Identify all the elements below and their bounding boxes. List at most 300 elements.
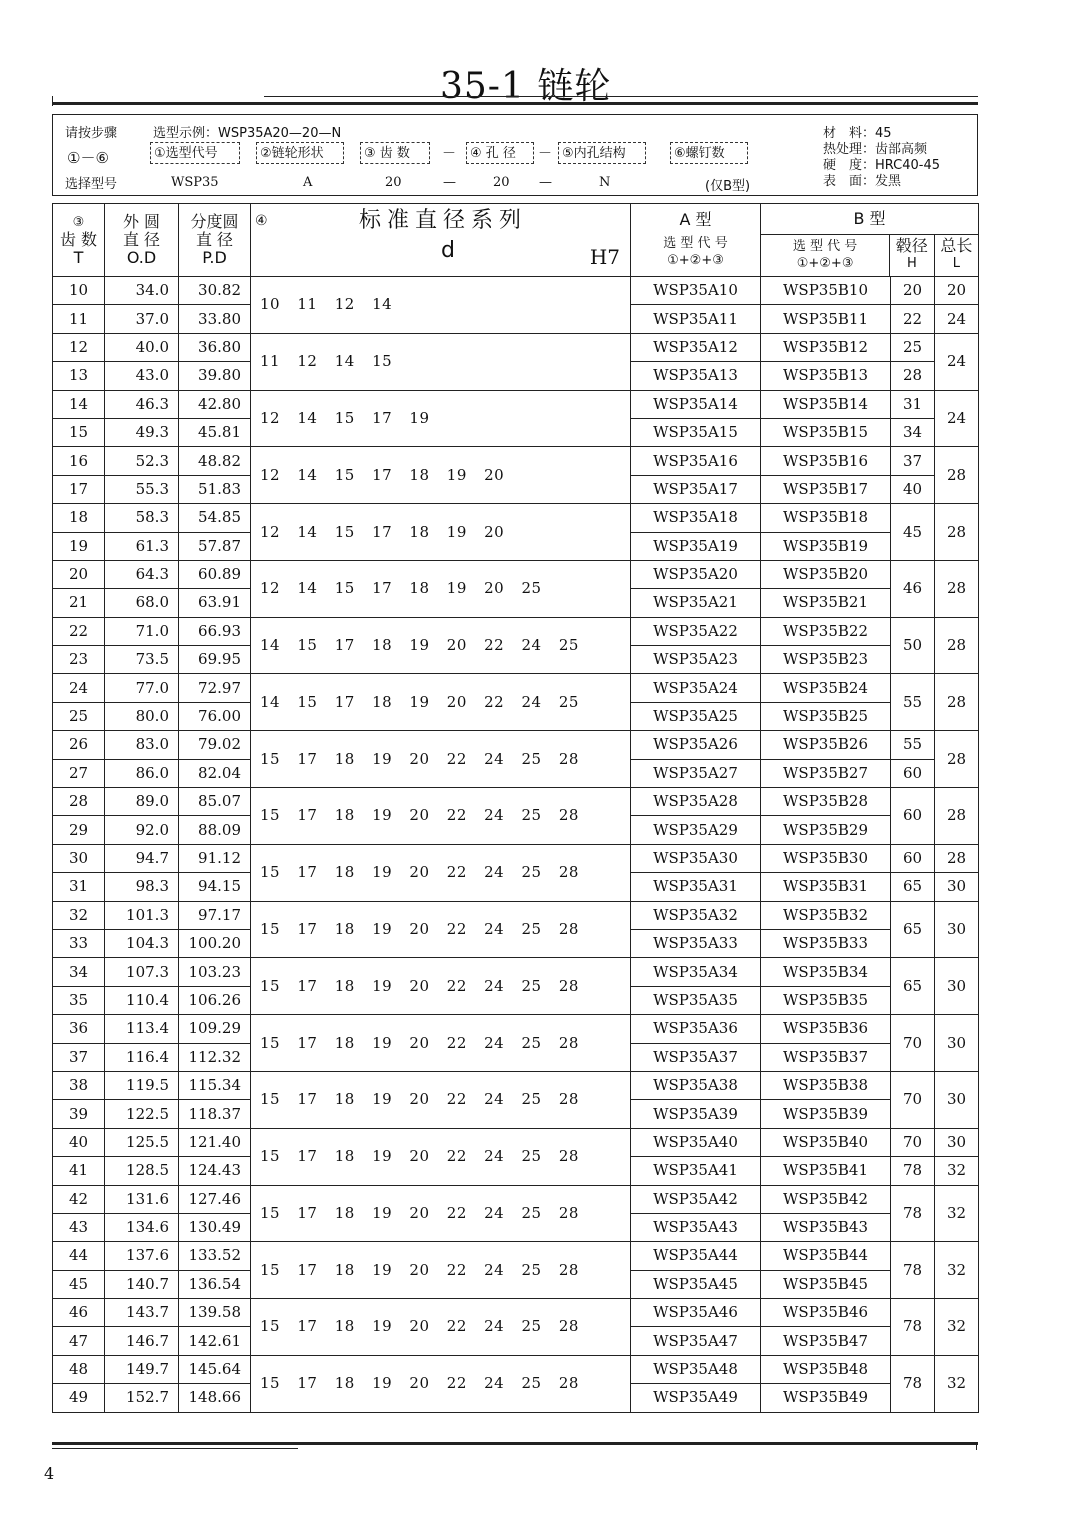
cell-a-type-code: WSP35A25 <box>631 702 761 730</box>
cell-b-type-code: WSP35B19 <box>761 532 891 560</box>
cell-hub-diameter: 60 <box>891 788 935 845</box>
cell-b-type-code: WSP35B39 <box>761 1100 891 1128</box>
cell-b-type-code: WSP35B10 <box>761 277 891 305</box>
cell-a-type-code: WSP35A20 <box>631 560 761 588</box>
cell-outer-diameter: 77.0 <box>105 674 179 702</box>
footer-rule-thick <box>52 1442 978 1445</box>
cell-a-type-code: WSP35A48 <box>631 1355 761 1383</box>
cell-teeth: 40 <box>53 1128 105 1156</box>
footer-rule-thin <box>52 1448 298 1449</box>
cell-hub-diameter: 50 <box>891 617 935 674</box>
cell-a-type-code: WSP35A10 <box>631 277 761 305</box>
footer-rule-tick <box>976 1442 977 1450</box>
cell-hub-diameter: 78 <box>891 1185 935 1242</box>
cell-b-type-code: WSP35B26 <box>761 731 891 759</box>
cell-pitch-diameter: 66.93 <box>179 617 251 645</box>
cell-pitch-diameter: 45.81 <box>179 418 251 446</box>
value-code: WSP35 <box>171 175 219 190</box>
cell-pitch-diameter: 79.02 <box>179 731 251 759</box>
cell-hub-diameter: 45 <box>891 504 935 561</box>
cell-b-type-code: WSP35B30 <box>761 844 891 872</box>
table-row <box>53 1299 979 1327</box>
cell-bore-series: 14 15 17 18 19 20 22 24 25 <box>251 674 631 731</box>
cell-total-length: 28 <box>935 844 979 872</box>
cell-outer-diameter: 137.6 <box>105 1242 179 1270</box>
cell-pitch-diameter: 103.23 <box>179 958 251 986</box>
cell-a-type-code: WSP35A24 <box>631 674 761 702</box>
cell-pitch-diameter: 51.83 <box>179 475 251 503</box>
cell-teeth: 47 <box>53 1327 105 1355</box>
cell-teeth: 44 <box>53 1242 105 1270</box>
header-teeth: ③ 齿 数 T <box>53 204 105 277</box>
table-row <box>53 447 979 475</box>
cell-bore-series: 15 17 18 19 20 22 24 25 28 <box>251 1355 631 1412</box>
cell-outer-diameter: 152.7 <box>105 1384 179 1412</box>
cell-outer-diameter: 107.3 <box>105 958 179 986</box>
cell-a-type-code: WSP35A38 <box>631 1071 761 1099</box>
table-row <box>53 504 979 532</box>
cell-b-type-code: WSP35B29 <box>761 816 891 844</box>
cell-total-length: 30 <box>935 1128 979 1156</box>
table-header-row <box>53 204 979 277</box>
cell-hub-diameter: 70 <box>891 1015 935 1072</box>
cell-teeth: 20 <box>53 560 105 588</box>
cell-pitch-diameter: 60.89 <box>179 560 251 588</box>
header-rule-thin <box>264 96 978 97</box>
cell-b-type-code: WSP35B45 <box>761 1270 891 1298</box>
cell-outer-diameter: 80.0 <box>105 702 179 730</box>
cell-a-type-code: WSP35A27 <box>631 759 761 787</box>
cell-hub-diameter: 20 <box>891 277 935 305</box>
table-row <box>53 674 979 702</box>
table-row <box>53 333 979 361</box>
cell-hub-diameter: 78 <box>891 1157 935 1185</box>
cell-total-length: 30 <box>935 901 979 958</box>
cell-bore-series: 15 17 18 19 20 22 24 25 28 <box>251 788 631 845</box>
cell-a-type-code: WSP35A43 <box>631 1213 761 1241</box>
cell-total-length: 28 <box>935 788 979 845</box>
cell-a-type-code: WSP35A13 <box>631 362 761 390</box>
cell-total-length: 28 <box>935 731 979 788</box>
header-b-type: B 型 选 型 代 号 ①+②+③ 毂径 H 总长 L <box>761 204 979 277</box>
cell-outer-diameter: 49.3 <box>105 418 179 446</box>
cell-teeth: 22 <box>53 617 105 645</box>
cell-pitch-diameter: 88.09 <box>179 816 251 844</box>
cell-teeth: 10 <box>53 277 105 305</box>
cell-pitch-diameter: 139.58 <box>179 1299 251 1327</box>
cell-pitch-diameter: 85.07 <box>179 788 251 816</box>
cell-b-type-code: WSP35B17 <box>761 475 891 503</box>
cell-teeth: 46 <box>53 1299 105 1327</box>
cell-outer-diameter: 89.0 <box>105 788 179 816</box>
cell-hub-diameter: 37 <box>891 447 935 475</box>
cell-teeth: 15 <box>53 418 105 446</box>
cell-total-length: 28 <box>935 504 979 561</box>
cell-b-type-code: WSP35B34 <box>761 958 891 986</box>
cell-a-type-code: WSP35A41 <box>631 1157 761 1185</box>
cell-pitch-diameter: 63.91 <box>179 589 251 617</box>
table-row <box>53 1071 979 1099</box>
cell-outer-diameter: 46.3 <box>105 390 179 418</box>
cell-pitch-diameter: 82.04 <box>179 759 251 787</box>
cell-a-type-code: WSP35A19 <box>631 532 761 560</box>
header-hub-diameter: 毂径 H <box>890 235 934 276</box>
cell-pitch-diameter: 100.20 <box>179 929 251 957</box>
cell-teeth: 31 <box>53 873 105 901</box>
cell-outer-diameter: 94.7 <box>105 844 179 872</box>
cell-bore-series: 15 17 18 19 20 22 24 25 28 <box>251 1242 631 1299</box>
cell-hub-diameter: 25 <box>891 333 935 361</box>
cell-outer-diameter: 71.0 <box>105 617 179 645</box>
cell-outer-diameter: 40.0 <box>105 333 179 361</box>
cell-b-type-code: WSP35B41 <box>761 1157 891 1185</box>
value-screws-note: (仅B型) <box>705 179 751 194</box>
cell-pitch-diameter: 94.15 <box>179 873 251 901</box>
cell-hub-diameter: 70 <box>891 1071 935 1128</box>
table-body <box>53 277 979 1413</box>
cell-outer-diameter: 104.3 <box>105 929 179 957</box>
cell-a-type-code: WSP35A32 <box>631 901 761 929</box>
step-range: ①－⑥ <box>67 149 109 167</box>
cell-outer-diameter: 61.3 <box>105 532 179 560</box>
table-row <box>53 844 979 872</box>
cell-hub-diameter: 78 <box>891 1242 935 1299</box>
table-row <box>53 390 979 418</box>
cell-teeth: 19 <box>53 532 105 560</box>
cell-a-type-code: WSP35A34 <box>631 958 761 986</box>
table-row <box>53 958 979 986</box>
hardness-spec: 硬 度：HRC40-45 <box>823 158 941 173</box>
cell-a-type-code: WSP35A31 <box>631 873 761 901</box>
cell-pitch-diameter: 115.34 <box>179 1071 251 1099</box>
cell-hub-diameter: 22 <box>891 305 935 333</box>
cell-teeth: 14 <box>53 390 105 418</box>
cell-a-type-code: WSP35A14 <box>631 390 761 418</box>
cell-outer-diameter: 43.0 <box>105 362 179 390</box>
box-separator-2: － <box>538 146 552 162</box>
cell-a-type-code: WSP35A42 <box>631 1185 761 1213</box>
cell-pitch-diameter: 142.61 <box>179 1327 251 1355</box>
cell-total-length: 28 <box>935 617 979 674</box>
cell-outer-diameter: 64.3 <box>105 560 179 588</box>
cell-pitch-diameter: 145.64 <box>179 1355 251 1383</box>
cell-total-length: 32 <box>935 1157 979 1185</box>
cell-a-type-code: WSP35A35 <box>631 986 761 1014</box>
cell-outer-diameter: 122.5 <box>105 1100 179 1128</box>
cell-outer-diameter: 73.5 <box>105 646 179 674</box>
cell-outer-diameter: 125.5 <box>105 1128 179 1156</box>
cell-pitch-diameter: 130.49 <box>179 1213 251 1241</box>
cell-bore-series: 12 14 15 17 18 19 20 25 <box>251 560 631 617</box>
cell-pitch-diameter: 72.97 <box>179 674 251 702</box>
cell-teeth: 25 <box>53 702 105 730</box>
cell-bore-series: 15 17 18 19 20 22 24 25 28 <box>251 901 631 958</box>
cell-outer-diameter: 140.7 <box>105 1270 179 1298</box>
cell-total-length: 20 <box>935 277 979 305</box>
cell-bore-series: 15 17 18 19 20 22 24 25 28 <box>251 958 631 1015</box>
cell-teeth: 42 <box>53 1185 105 1213</box>
cell-teeth: 32 <box>53 901 105 929</box>
cell-a-type-code: WSP35A37 <box>631 1043 761 1071</box>
cell-pitch-diameter: 112.32 <box>179 1043 251 1071</box>
box-code: ①选型代号 <box>150 142 240 164</box>
step-label: 请按步骤 <box>65 126 118 141</box>
cell-teeth: 36 <box>53 1015 105 1043</box>
cell-pitch-diameter: 76.00 <box>179 702 251 730</box>
cell-outer-diameter: 92.0 <box>105 816 179 844</box>
cell-b-type-code: WSP35B44 <box>761 1242 891 1270</box>
table-row <box>53 1355 979 1383</box>
table-row <box>53 617 979 645</box>
cell-teeth: 43 <box>53 1213 105 1241</box>
cell-a-type-code: WSP35A36 <box>631 1015 761 1043</box>
cell-pitch-diameter: 57.87 <box>179 532 251 560</box>
cell-outer-diameter: 98.3 <box>105 873 179 901</box>
cell-bore-series: 12 14 15 17 18 19 20 <box>251 504 631 561</box>
cell-a-type-code: WSP35A29 <box>631 816 761 844</box>
cell-total-length: 30 <box>935 1015 979 1072</box>
table-row <box>53 560 979 588</box>
cell-hub-diameter: 34 <box>891 418 935 446</box>
cell-hub-diameter: 55 <box>891 674 935 731</box>
header-rule-thick <box>52 102 978 105</box>
cell-total-length: 28 <box>935 560 979 617</box>
cell-outer-diameter: 119.5 <box>105 1071 179 1099</box>
cell-pitch-diameter: 118.37 <box>179 1100 251 1128</box>
cell-b-type-code: WSP35B46 <box>761 1299 891 1327</box>
cell-pitch-diameter: 39.80 <box>179 362 251 390</box>
cell-outer-diameter: 34.0 <box>105 277 179 305</box>
cell-outer-diameter: 83.0 <box>105 731 179 759</box>
cell-hub-diameter: 28 <box>891 362 935 390</box>
cell-outer-diameter: 86.0 <box>105 759 179 787</box>
box-shape: ②链轮形状 <box>256 142 344 164</box>
cell-total-length: 28 <box>935 447 979 504</box>
cell-total-length: 32 <box>935 1355 979 1412</box>
cell-total-length: 32 <box>935 1299 979 1356</box>
cell-bore-series: 15 17 18 19 20 22 24 25 28 <box>251 1015 631 1072</box>
cell-teeth: 35 <box>53 986 105 1014</box>
cell-bore-series: 15 17 18 19 20 22 24 25 28 <box>251 731 631 788</box>
cell-teeth: 17 <box>53 475 105 503</box>
cell-b-type-code: WSP35B42 <box>761 1185 891 1213</box>
sprocket-spec-table <box>52 203 979 1413</box>
cell-outer-diameter: 134.6 <box>105 1213 179 1241</box>
cell-outer-diameter: 143.7 <box>105 1299 179 1327</box>
cell-b-type-code: WSP35B14 <box>761 390 891 418</box>
value-dash-2: — <box>539 175 552 190</box>
cell-pitch-diameter: 148.66 <box>179 1384 251 1412</box>
cell-a-type-code: WSP35A47 <box>631 1327 761 1355</box>
cell-a-type-code: WSP35A17 <box>631 475 761 503</box>
cell-b-type-code: WSP35B13 <box>761 362 891 390</box>
page-title: 35-1 链轮 <box>440 66 612 107</box>
cell-bore-series: 11 12 14 15 <box>251 333 631 390</box>
cell-pitch-diameter: 36.80 <box>179 333 251 361</box>
cell-pitch-diameter: 97.17 <box>179 901 251 929</box>
box-bore: ④ 孔 径 <box>466 142 534 164</box>
cell-outer-diameter: 146.7 <box>105 1327 179 1355</box>
cell-teeth: 48 <box>53 1355 105 1383</box>
cell-b-type-code: WSP35B48 <box>761 1355 891 1383</box>
cell-b-type-code: WSP35B38 <box>761 1071 891 1099</box>
cell-teeth: 37 <box>53 1043 105 1071</box>
cell-b-type-code: WSP35B33 <box>761 929 891 957</box>
cell-hub-diameter: 31 <box>891 390 935 418</box>
cell-total-length: 28 <box>935 674 979 731</box>
cell-pitch-diameter: 54.85 <box>179 504 251 532</box>
cell-a-type-code: WSP35A11 <box>631 305 761 333</box>
table-row <box>53 1015 979 1043</box>
cell-bore-series: 15 17 18 19 20 22 24 25 28 <box>251 1071 631 1128</box>
cell-total-length: 30 <box>935 958 979 1015</box>
header-total-length: 总长 L <box>940 236 973 271</box>
cell-hub-diameter: 65 <box>891 873 935 901</box>
cell-b-type-code: WSP35B40 <box>761 1128 891 1156</box>
cell-pitch-diameter: 91.12 <box>179 844 251 872</box>
surface-spec: 表 面：发黑 <box>823 174 902 189</box>
cell-teeth: 24 <box>53 674 105 702</box>
cell-total-length: 24 <box>935 390 979 447</box>
cell-hub-diameter: 40 <box>891 475 935 503</box>
cell-total-length: 32 <box>935 1242 979 1299</box>
cell-a-type-code: WSP35A22 <box>631 617 761 645</box>
page-number: 4 <box>44 1464 55 1483</box>
cell-teeth: 45 <box>53 1270 105 1298</box>
cell-total-length: 24 <box>935 305 979 333</box>
cell-teeth: 41 <box>53 1157 105 1185</box>
cell-b-type-code: WSP35B18 <box>761 504 891 532</box>
cell-outer-diameter: 113.4 <box>105 1015 179 1043</box>
cell-a-type-code: WSP35A33 <box>631 929 761 957</box>
value-bore: 20 <box>493 175 510 190</box>
cell-pitch-diameter: 106.26 <box>179 986 251 1014</box>
header-outer-diameter: 外 圆 直 径 O.D <box>105 204 179 277</box>
cell-pitch-diameter: 136.54 <box>179 1270 251 1298</box>
cell-teeth: 49 <box>53 1384 105 1412</box>
cell-pitch-diameter: 48.82 <box>179 447 251 475</box>
table-row <box>53 901 979 929</box>
cell-pitch-diameter: 121.40 <box>179 1128 251 1156</box>
cell-outer-diameter: 52.3 <box>105 447 179 475</box>
cell-b-type-code: WSP35B25 <box>761 702 891 730</box>
cell-b-type-code: WSP35B12 <box>761 333 891 361</box>
cell-outer-diameter: 149.7 <box>105 1355 179 1383</box>
table-row <box>53 1242 979 1270</box>
cell-a-type-code: WSP35A49 <box>631 1384 761 1412</box>
cell-b-type-code: WSP35B49 <box>761 1384 891 1412</box>
cell-teeth: 11 <box>53 305 105 333</box>
header-standard-bore-series: ④ 标准直径系列 d H7 <box>251 204 631 277</box>
heat-treatment-spec: 热处理：齿部高频 <box>823 142 928 157</box>
cell-a-type-code: WSP35A28 <box>631 788 761 816</box>
table-row <box>53 731 979 759</box>
table-row <box>53 788 979 816</box>
cell-teeth: 34 <box>53 958 105 986</box>
cell-teeth: 13 <box>53 362 105 390</box>
cell-hub-diameter: 46 <box>891 560 935 617</box>
cell-a-type-code: WSP35A26 <box>631 731 761 759</box>
cell-total-length: 32 <box>935 1185 979 1242</box>
cell-teeth: 29 <box>53 816 105 844</box>
cell-hub-diameter: 60 <box>891 759 935 787</box>
box-teeth: ③ 齿 数 <box>360 142 430 164</box>
cell-pitch-diameter: 127.46 <box>179 1185 251 1213</box>
cell-outer-diameter: 68.0 <box>105 589 179 617</box>
cell-a-type-code: WSP35A15 <box>631 418 761 446</box>
cell-outer-diameter: 58.3 <box>105 504 179 532</box>
cell-hub-diameter: 55 <box>891 731 935 759</box>
cell-bore-series: 12 14 15 17 19 <box>251 390 631 447</box>
cell-outer-diameter: 101.3 <box>105 901 179 929</box>
cell-a-type-code: WSP35A30 <box>631 844 761 872</box>
cell-hub-diameter: 65 <box>891 958 935 1015</box>
table-row <box>53 277 979 305</box>
table-row <box>53 1128 979 1156</box>
value-dash-1: — <box>443 175 456 190</box>
cell-pitch-diameter: 42.80 <box>179 390 251 418</box>
cell-total-length: 30 <box>935 873 979 901</box>
cell-bore-series: 15 17 18 19 20 22 24 25 28 <box>251 1128 631 1185</box>
cell-bore-series: 14 15 17 18 19 20 22 24 25 <box>251 617 631 674</box>
select-model-label: 选择型号 <box>65 177 118 192</box>
cell-teeth: 16 <box>53 447 105 475</box>
cell-a-type-code: WSP35A18 <box>631 504 761 532</box>
cell-b-type-code: WSP35B27 <box>761 759 891 787</box>
header-pitch-diameter: 分度圆 直 径 P.D <box>179 204 251 277</box>
cell-teeth: 39 <box>53 1100 105 1128</box>
cell-pitch-diameter: 33.80 <box>179 305 251 333</box>
table-row <box>53 1185 979 1213</box>
cell-pitch-diameter: 69.95 <box>179 646 251 674</box>
value-teeth: 20 <box>385 175 402 190</box>
cell-hub-diameter: 70 <box>891 1128 935 1156</box>
cell-b-type-code: WSP35B28 <box>761 788 891 816</box>
cell-b-type-code: WSP35B15 <box>761 418 891 446</box>
cell-b-type-code: WSP35B31 <box>761 873 891 901</box>
cell-a-type-code: WSP35A44 <box>631 1242 761 1270</box>
cell-b-type-code: WSP35B35 <box>761 986 891 1014</box>
cell-teeth: 26 <box>53 731 105 759</box>
cell-b-type-code: WSP35B47 <box>761 1327 891 1355</box>
cell-a-type-code: WSP35A46 <box>631 1299 761 1327</box>
cell-teeth: 12 <box>53 333 105 361</box>
cell-b-type-code: WSP35B22 <box>761 617 891 645</box>
cell-teeth: 38 <box>53 1071 105 1099</box>
cell-pitch-diameter: 109.29 <box>179 1015 251 1043</box>
cell-outer-diameter: 37.0 <box>105 305 179 333</box>
cell-teeth: 23 <box>53 646 105 674</box>
material-spec: 材 料：45 <box>823 126 892 141</box>
cell-total-length: 24 <box>935 333 979 390</box>
cell-b-type-code: WSP35B37 <box>761 1043 891 1071</box>
box-screws: ⑥螺钉数 <box>670 142 748 164</box>
cell-a-type-code: WSP35A16 <box>631 447 761 475</box>
value-structure: N <box>599 175 611 190</box>
cell-pitch-diameter: 133.52 <box>179 1242 251 1270</box>
cell-teeth: 28 <box>53 788 105 816</box>
selection-example: 选型示例：WSP35A20—20—N <box>153 126 342 141</box>
cell-bore-series: 15 17 18 19 20 22 24 25 28 <box>251 844 631 901</box>
cell-a-type-code: WSP35A40 <box>631 1128 761 1156</box>
cell-pitch-diameter: 124.43 <box>179 1157 251 1185</box>
cell-a-type-code: WSP35A23 <box>631 646 761 674</box>
cell-b-type-code: WSP35B32 <box>761 901 891 929</box>
cell-outer-diameter: 131.6 <box>105 1185 179 1213</box>
cell-hub-diameter: 60 <box>891 844 935 872</box>
cell-hub-diameter: 78 <box>891 1299 935 1356</box>
cell-outer-diameter: 55.3 <box>105 475 179 503</box>
